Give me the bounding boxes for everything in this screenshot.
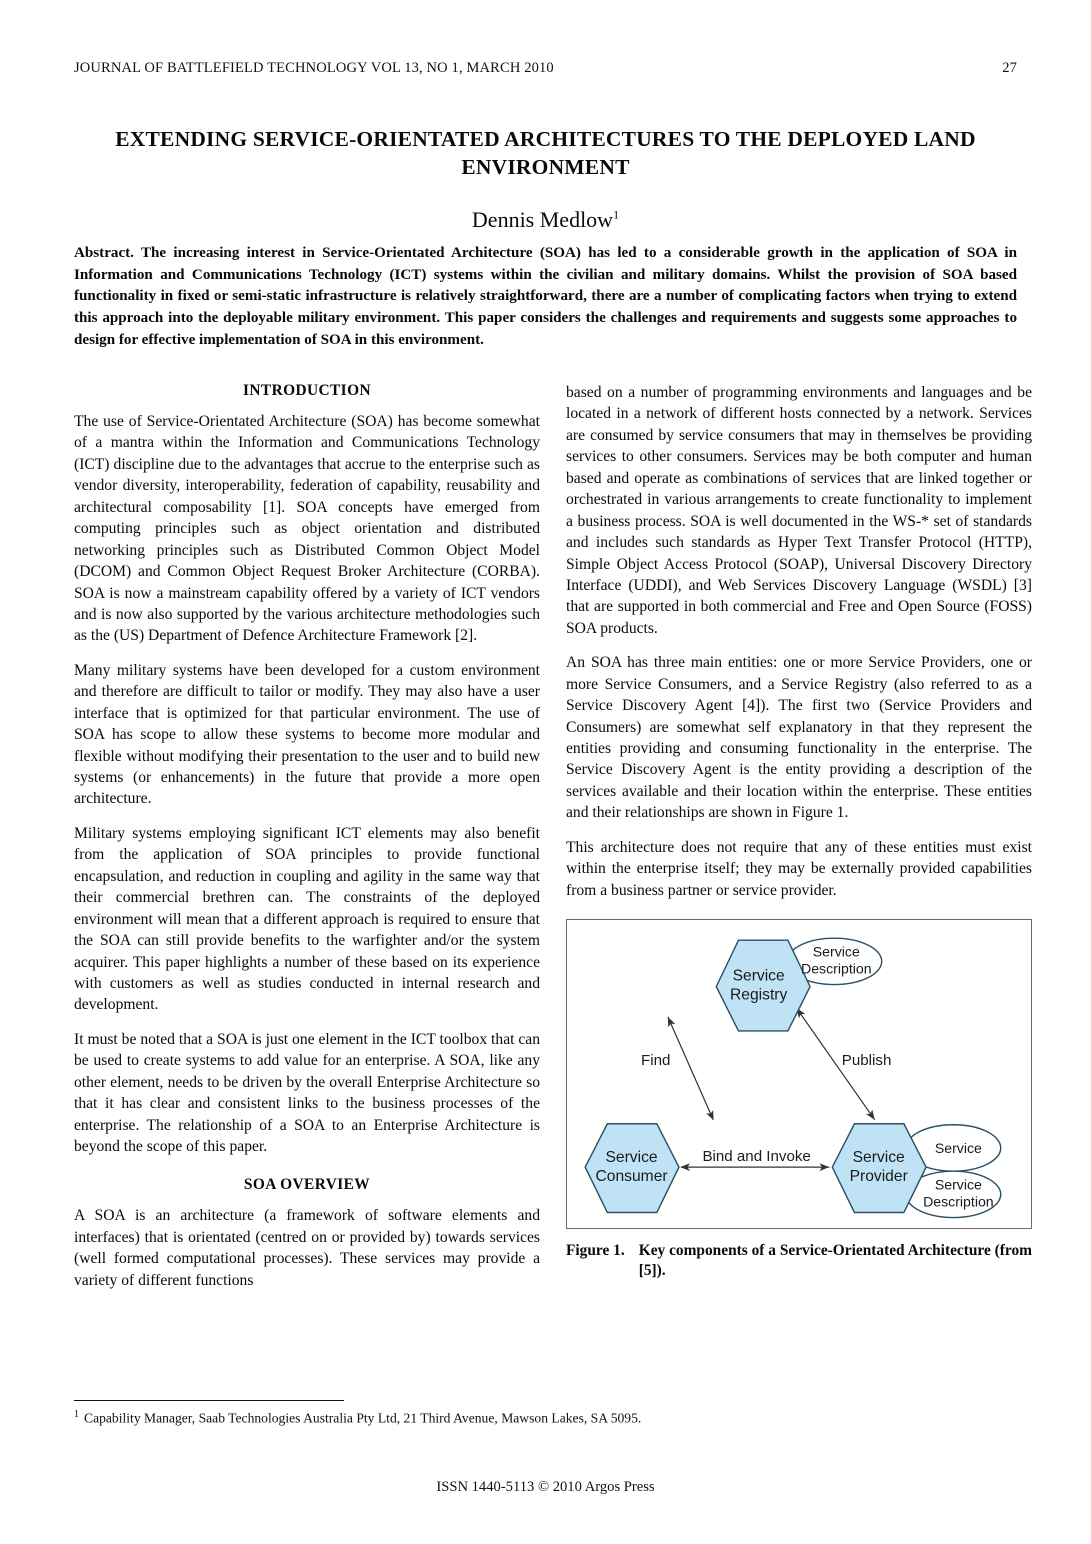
node-label-provider-line1: Service <box>852 1149 905 1167</box>
paragraph: A SOA is an architecture (a framework of software elements and interfaces) that is orientated (centred on or provided by) towards services (well formed computational processes). These services may provide a variety of different functions <box>74 1207 540 1289</box>
body-columns <box>74 382 1032 1291</box>
edge-label-bind-and-invoke: Bind and Invoke <box>702 1148 811 1166</box>
edge-label-publish: Publish <box>841 1052 892 1070</box>
paragraph: The use of Service-Orientated Architecture (SOA) has become somewhat of a mantra within the Information and Communications Technology (ICT) discipline due to the advantages that accrue to the enterprise such as vendor diversity, interoperability, federation of capability, reusability and architectural composability [1]. SOA concepts have emerged from computing principles such as object orientation and distributed networking principles such as Distributed Common Object Model (DCOM) and Common Object Request Broker Architecture (CORBA). SOA is now a mainstream capability offered by a variety of ICT vendors and is now also supported by the various architecture methodologies such as the (US) Department of Defence Architecture Framework [2]. <box>74 413 540 645</box>
running-header <box>74 60 1017 77</box>
section-heading-introduction: INTRODUCTION <box>243 382 371 399</box>
paragraph: It must be noted that a SOA is just one element in the ICT toolbox that can be used to create systems to add value for an enterprise. A SOA, like any other element, needs to be driven by the overall Enterprise Architecture so that it has clear and consistent links to the business processes of the enterprise. The relationship of a SOA to an Enterprise Architecture is beyond the scope of this paper. <box>74 1030 540 1155</box>
paragraph: This architecture does not require that any of these entities must exist within the enterprise itself; they may be externally provided capabilities from a business partner or service provider. <box>566 838 1032 899</box>
figure-1 <box>566 919 1032 1282</box>
edge-find-arrow <box>668 1017 713 1120</box>
figure-caption-label: Figure 1. <box>566 1241 625 1259</box>
node-label-consumer-line1: Service <box>605 1149 658 1167</box>
paragraph: Many military systems have been developed for a custom environment and therefore are difficult to tailor or modify. They may also have a user interface that is optimized for that particular environment. The use of SOA has scope to allow these systems to become more modular and flexible without modifying their presentation to the user and to build new systems (or enhancements) in the future that provide a more open architecture. <box>74 661 540 808</box>
page-title: EXTENDING SERVICE-ORIENTATED ARCHITECTURES TO THE DEPLOYED LAND ENVIRONMENT <box>115 127 976 179</box>
left-column <box>74 382 540 1291</box>
ellipse-label-provider-service: Service <box>934 1140 982 1157</box>
footnote-body: Capability Manager, Saab Technologies Australia Pty Ltd, 21 Third Avenue, Mawson Lakes, SA 5095. <box>84 1410 642 1426</box>
title-block <box>100 126 991 233</box>
diagram-edges <box>668 1009 875 1167</box>
page-footer: ISSN 1440-5113 © 2010 Argos Press <box>436 1479 655 1495</box>
paragraph: based on a number of programming environments and languages and be located in a network of different hosts connected by a network. Services are consumed by service consumers that may in themselves be providing services to other consumers. Services may be both computer and human based and operate as combinations of services that are linked together or orchestrated in various arrangements to create functionality to implement a business process. SOA is well documented in the WS-* set of standards and includes such standards as Hyper Text Transfer Protocol (HTTP), Simple Object Access Protocol (SOAP), Universal Discovery Directory Interface (UDDI), and Web Services Discovery Language (WSDL) [3] that are supported in both commercial and Free and Open Source (FOSS) SOA products. <box>566 384 1032 637</box>
soa-architecture-diagram <box>567 920 1031 1228</box>
paragraph: An SOA has three main entities: one or more Service Providers, one or more Service Consumers, and a Service Registry (also referred to as a Service Discovery Agent [4]). The first two (Service Providers and Consumers) are somewhat self explanatory in that they represent the entities providing and consuming functionality in the enterprise. The Service Discovery Agent is the entity providing a description of the services available and their location within the enterprise. These entities and their relationships are shown in Figure 1. <box>566 654 1032 822</box>
figure-caption-text: Key components of a Service-Orientated Architecture (from [5]). <box>638 1241 1032 1280</box>
running-title: JOURNAL OF BATTLEFIELD TECHNOLOGY VOL 13, NO 1, MARCH 2010 <box>74 60 554 76</box>
footnote-marker: 1 <box>74 1409 79 1420</box>
right-column <box>566 382 1032 1291</box>
author-line <box>100 207 991 233</box>
footnote-text <box>74 1408 874 1428</box>
ellipse-label-registry-desc-line1: Service <box>812 943 860 960</box>
abstract: Abstract. The increasing interest in Service-Orientated Architecture (SOA) has led to a considerable growth in the application of SOA in Information and Communications Technology (ICT) systems within the civilian and military domains. Whilst the provision of SOA based functionality in fixed or semi-static infrastructure is relatively straightforward, there are a number of complicating factors when trying to extend this approach into the deployable military environment. This paper considers the challenges and requirements and suggests some approaches to design for effective implementation of SOA in this environment. <box>74 245 1017 348</box>
figure-frame <box>566 919 1032 1229</box>
ellipse-label-provider-desc-line2: Description <box>923 1193 994 1210</box>
node-label-provider-line2: Provider <box>849 1168 908 1186</box>
edge-label-find: Find <box>641 1052 671 1070</box>
ellipse-label-provider-desc-line1: Service <box>934 1176 982 1193</box>
figure-caption <box>566 1241 1032 1282</box>
section-heading-soa-overview: SOA OVERVIEW <box>243 1176 371 1194</box>
node-label-registry-line2: Registry <box>729 986 788 1004</box>
footnote-rule <box>74 1400 344 1401</box>
author-footnote-marker: 1 <box>613 207 620 222</box>
ellipse-label-registry-desc-line2: Description <box>801 960 872 977</box>
node-label-consumer-line2: Consumer <box>595 1168 668 1186</box>
node-label-registry-line1: Service <box>732 967 785 985</box>
paragraph: Military systems employing significant ICT elements may also benefit from the application of SOA principles to provide functional encapsulation, and reduction in coupling and agility in the same way that their commercial brethren can. The constraints of the deployed environment will mean that a different approach is required to ensure that the SOA can still provide benefits to the warfighter and/or the system acquirer. This paper highlights a number of these based on its experience with customers as well as studies conducted in internal research and development. <box>74 824 540 1014</box>
page-number: 27 <box>1002 60 1017 76</box>
footnote-block <box>74 1400 874 1428</box>
author-name: Dennis Medlow <box>471 207 614 233</box>
